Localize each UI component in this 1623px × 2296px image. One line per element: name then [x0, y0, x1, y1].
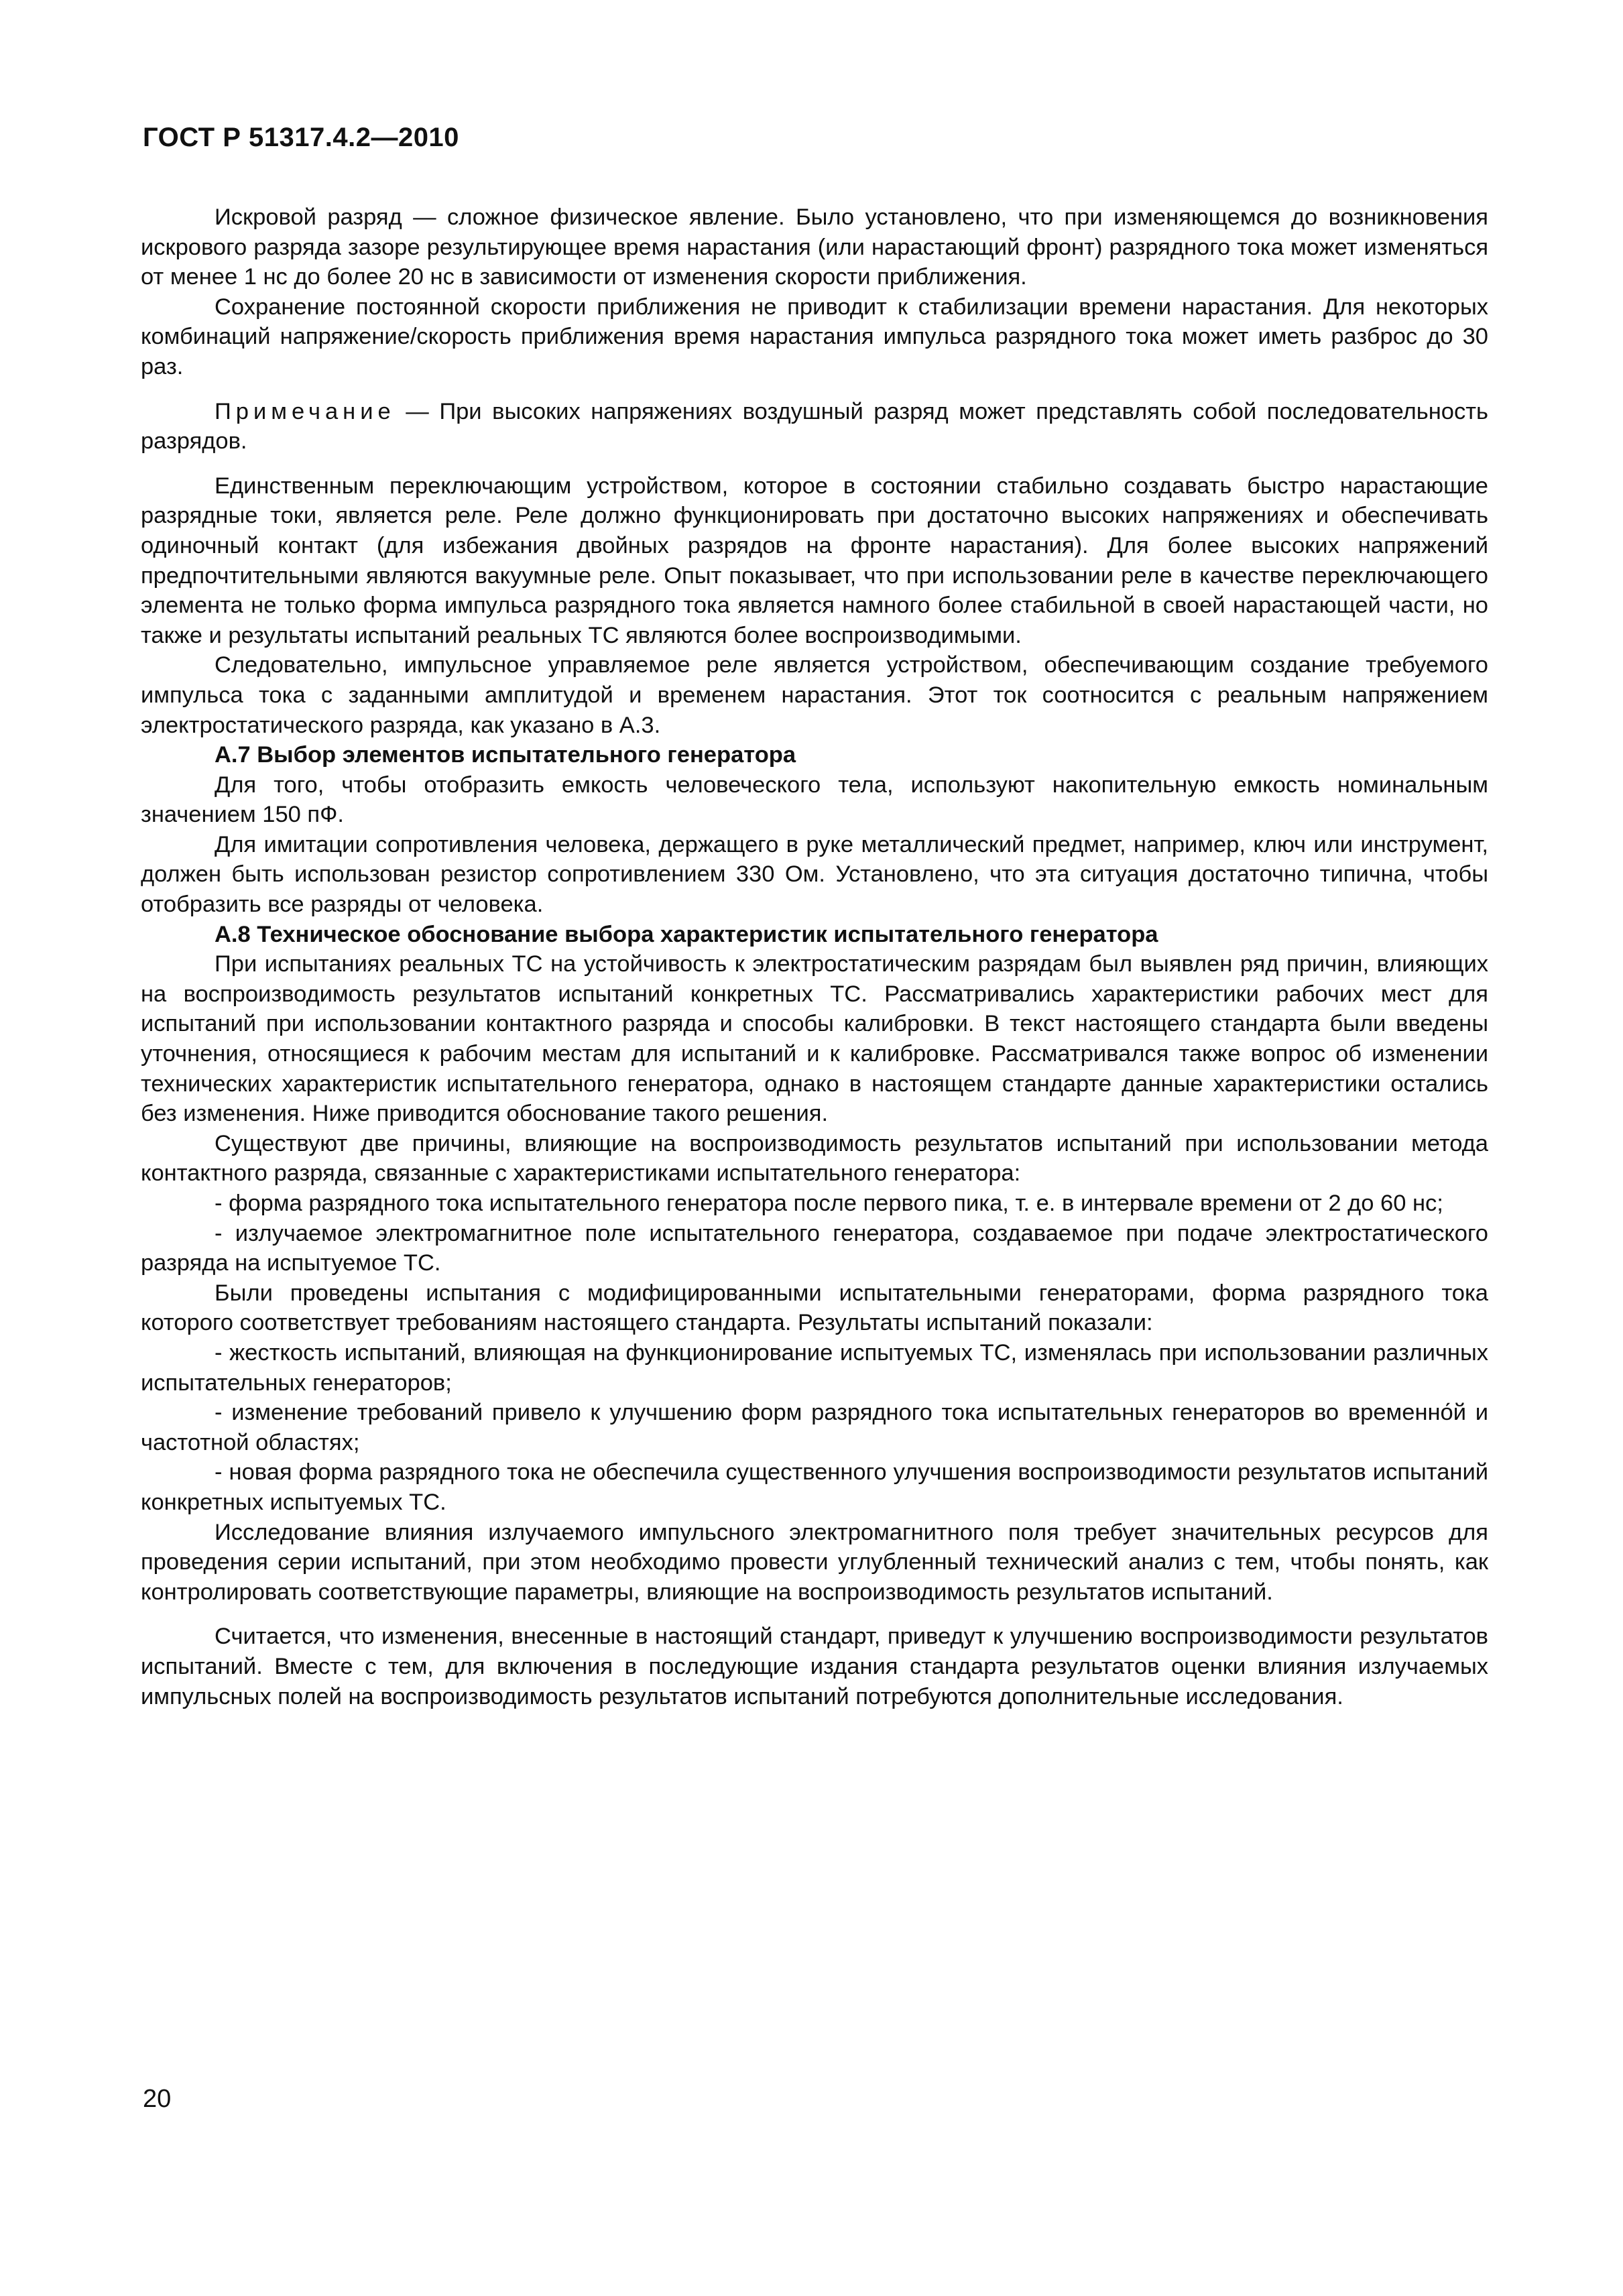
list-item-severity: - жесткость испытаний, влияющая на функционирование испытуемых ТС, изменялась при использовании различных испытательных генераторов;	[141, 1339, 1488, 1396]
section-heading-a7: А.7 Выбор элементов испытательного генератора	[215, 742, 796, 768]
paragraph-two-reasons: Существуют две причины, влияющие на воспроизводимость результатов испытаний при использовании метода контактного разряда, связанные с характеристиками испытательного генератора:	[141, 1130, 1488, 1187]
paragraph-resistance: Для имитации сопротивления человека, держащего в руке металлический предмет, например, ключ или инструмент, должен быть использован резистор сопротивлением 330 Ом. Установлено, что эта ситуация достаточно типична, чтобы отобразить все разряды от человека.	[141, 831, 1488, 918]
paragraph-capacitance: Для того, чтобы отобразить емкость человеческого тела, используют накопительную емкость номинальным значением 150 пФ.	[141, 772, 1488, 828]
paragraph-pulse-relay: Следовательно, импульсное управляемое реле является устройством, обеспечивающим создание требуемого импульса тока с заданными амплитудой и временем нарастания. Этот ток соотносится с реальным напряжением электростатического разряда, как указано в А.3.	[141, 652, 1488, 738]
standard-header: ГОСТ Р 51317.4.2—2010	[143, 123, 459, 152]
note-paragraph	[141, 397, 1488, 457]
list-item-requirements: - изменение требований привело к улучшению форм разрядного тока испытательных генераторов во временно́й и частотной областях;	[141, 1400, 1488, 1455]
paragraph-modified-generators: Были проведены испытания с модифицированными испытательными генераторами, форма разрядного тока которого соответствует требованиям настоящего стандарта. Результаты испытаний показали:	[141, 1280, 1488, 1336]
page-body	[141, 202, 1488, 1711]
page-number: 20	[143, 2085, 172, 2113]
paragraph-radiated-study: Исследование влияния излучаемого импульсного электромагнитного поля требует значительных ресурсов для проведения серии испытаний, при этом необходимо провести углубленный технический анализ с тем, чтобы понять, как контролировать соответствующие параметры, влияющие на воспроизводимость результатов испытаний.	[141, 1519, 1488, 1605]
list-item-new-waveform: - новая форма разрядного тока не обеспечила существенного улучшения воспроизводимости результатов испытаний конкретных испытуемых ТС.	[141, 1459, 1488, 1515]
paragraph-spark-discharge: Искровой разряд — сложное физическое явление. Было установлено, что при изменяющемся до возникновения искрового разряда зазоре результирующее время нарастания (или нарастающий фронт) разрядного тока может изменяться от менее 1 нс до более 20 нс в зависимости от изменения скорости приближения.	[141, 204, 1488, 290]
paragraph-conclusion: Считается, что изменения, внесенные в настоящий стандарт, приведут к улучшению воспроизводимости результатов испытаний. Вместе с тем, для включения в последующие издания стандарта результатов оценки влияния излучаемых импульсных полей на воспроизводимость результатов испытаний потребуются дополнительные исследования.	[141, 1624, 1488, 1709]
paragraph-relay: Единственным переключающим устройством, которое в состоянии стабильно создавать быстро нарастающие разрядные токи, является реле. Реле должно функционировать при достаточно высоких напряжениях и обеспечивать одиночный контакт (для избежания двойных разрядов на фронте нарастания). Для более высоких напряжений предпочтительными являются вакуумные реле. Опыт показывает, что при использовании реле в качестве переключающего элемента не только форма импульса разрядного тока является намного более стабильной в своей нарастающей части, но также и результаты испытаний реальных ТС являются более воспроизводимыми.	[141, 473, 1488, 648]
note-text: — При высоких напряжениях воздушный разряд может представлять собой последовательность разрядов.	[141, 398, 1488, 455]
list-item-waveform: - форма разрядного тока испытательного генератора после первого пика, т. е. в интервале времени от 2 до 60 нс;	[215, 1191, 1443, 1216]
paragraph-constant-speed: Сохранение постоянной скорости приближения не приводит к стабилизации времени нарастания. Для некоторых комбинаций напряжение/скорость приближения время нарастания импульса разрядного тока может иметь разброс до 30 раз.	[141, 294, 1488, 379]
note-label: Примечание	[215, 398, 396, 424]
list-item-radiated-field: - излучаемое электромагнитное поле испытательного генератора, создаваемое при подаче электростатического разряда на испытуемое ТС.	[141, 1220, 1488, 1276]
section-heading-a8: А.8 Техническое обоснование выбора характеристик испытательного генератора	[215, 921, 1158, 947]
paragraph-real-tests: При испытаниях реальных ТС на устойчивость к электростатическим разрядам был выявлен ряд причин, влияющих на воспроизводимость результатов испытаний конкретных ТС. Рассматривались характеристики рабочих мест для испытаний при использовании контактного разряда и способы калибровки. В текст настоящего стандарта были введены уточнения, относящиеся к рабочим местам для испытаний и к калибровке. Рассматривался также вопрос об изменении технических характеристик испытательного генератора, однако в настоящем стандарте данные характеристики остались без изменения. Ниже приводится обоснование такого решения.	[141, 951, 1488, 1127]
